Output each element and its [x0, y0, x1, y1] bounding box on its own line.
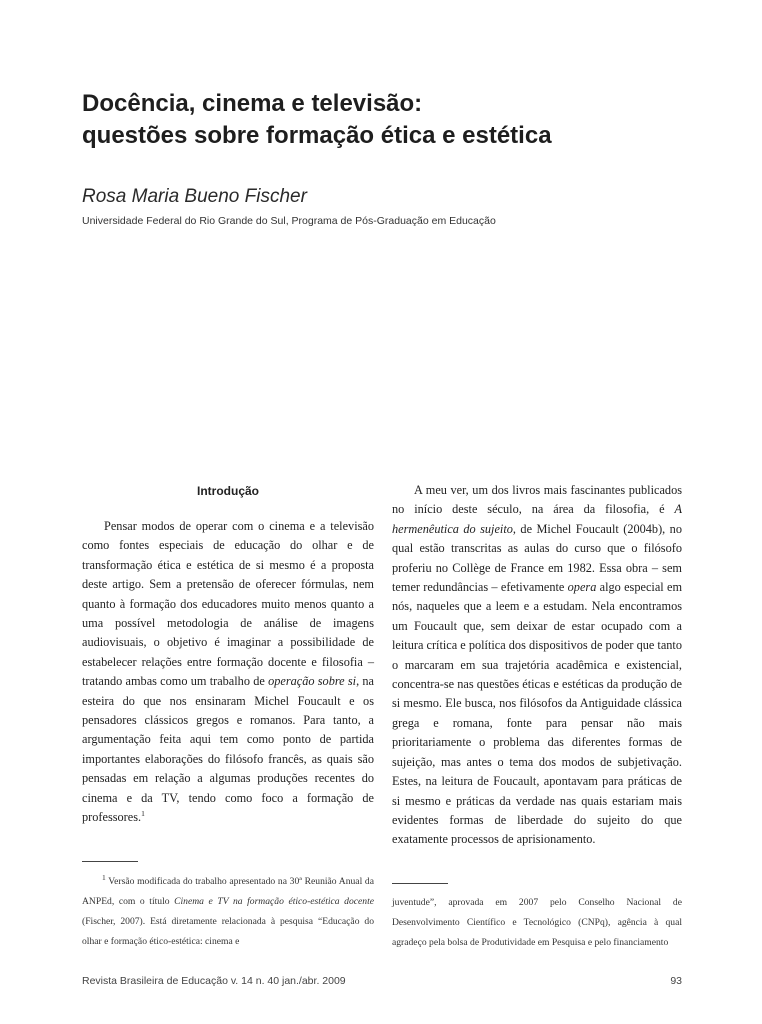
- footnote-marker[interactable]: 1: [141, 809, 145, 818]
- paragraph: [392, 481, 682, 850]
- text-run: , na esteira do que nos ensinaram Michel Foucault e os pensadores clássicos gregos e romanos. Para tanto, a argumentação feita aqui tem como ponto de partida importantes elaborações do filósofo francês, as quais são pensadas em relação a algumas produções recentes do cinema e da TV, tendo como foco a formação de professores.: [82, 674, 374, 825]
- footnote-divider: [392, 883, 448, 884]
- footnote-text: [82, 872, 374, 952]
- title-line-1: Docência, cinema e televisão:: [82, 90, 423, 117]
- emphasis-text: operação sobre si: [268, 674, 357, 689]
- author-affiliation: Universidade Federal do Rio Grande do Sul, Programa de Pós-Graduação em Educação: [82, 215, 496, 227]
- footnote-text: juventude”, aprovada em 2007 pelo Conselho Nacional de Desenvolvimento Científico e Tecnológico (CNPq), agência à qual agradeço pela bolsa de Produtividade em Pesquisa e pelo financiamento: [392, 897, 682, 948]
- emphasis-text: A hermenêutica do sujeito: [392, 502, 682, 536]
- text-run: Versão modificada do trabalho apresentado na 30ª Reunião Anual da ANPEd, com o título: [82, 876, 374, 907]
- text-run: (Fischer, 2007). Está diretamente relacionada à pesquisa “Educação do olhar e formação ético-estética: cinema e: [82, 916, 374, 947]
- page-number: 93: [670, 975, 682, 987]
- text-run: algo especial em nós, naqueles que a leem e a estudam. Nela encontramos um Foucault que, sem deixar de estar ocupado com a leitura crítica e política dos dispositivos de poder que tanto o marcaram em sua trajetória acadêmica e existencial, concentra-se nas questões éticas e estéticas da produção de si mesmo. Ele busca, nos filósofos da Antiguidade clássica grega e romana, fonte para pensar não mais prioritariamente o problema das diferentes formas de sujeição, mas antes o tema dos modos de subjetivação. Estes, na leitura de Foucault, apontavam para práticas de si mesmo e práticas da verdade nas quais estariam mais evidentes formas de liberdade do sujeito do que exatamente processos de aprisionamento.: [392, 580, 683, 847]
- footnote-right: [392, 893, 682, 953]
- footnote-left: [82, 872, 374, 952]
- text-run: A meu ver, um dos livros mais fascinantes publicados no início deste século, na área da filosofia, é: [392, 483, 682, 517]
- body-column-right: [392, 481, 682, 850]
- section-heading-introduction: Introdução: [197, 484, 259, 498]
- text-run: Pensar modos de operar com o cinema e a televisão como fontes especiais de educação do olhar e de transformação ética e estética de si mesmo é a proposta deste artigo. Sem a pretensão de oferecer fórmulas, nem quanto à formação dos educadores muito menos quanto a uma possível metodologia de análise de imagens audiovisuais, o objetivo é imaginar a possibilidade de estabelecer relações entre formação docente e filosofia – tratando ambas como um trabalho de: [82, 519, 374, 689]
- emphasis-text: Cinema e TV na formação ético-estética docente: [174, 896, 374, 907]
- paragraph: [82, 517, 374, 828]
- article-title: [82, 88, 702, 152]
- author-name: Rosa Maria Bueno Fischer: [82, 186, 307, 207]
- footnote-number: 1: [102, 872, 106, 882]
- journal-footer: Revista Brasileira de Educação v. 14 n. 40 jan./abr. 2009: [82, 975, 346, 987]
- body-column-left: [82, 517, 374, 828]
- title-line-2: questões sobre formação ética e estética: [82, 122, 552, 149]
- text-run: , de Michel Foucault (2004b), no qual estão transcritas as aulas do curso que o filósofo proferiu no Collège de France em 1982. Essa obra – sem temer redundâncias – efetivamente: [392, 521, 682, 595]
- footnote-divider: [82, 861, 138, 862]
- emphasis-text: opera: [567, 580, 597, 595]
